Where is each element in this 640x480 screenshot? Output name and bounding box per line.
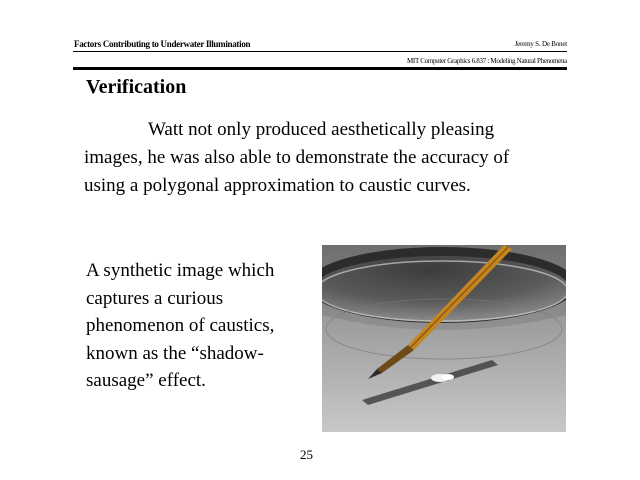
body-paragraph-text: Watt not only produced aesthetically pleasing images, he was also able to demonstrate the accuracy of using a polygonal approximation to caustic curves. xyxy=(84,119,510,196)
header-heavy-rule xyxy=(73,67,567,70)
body-paragraph xyxy=(84,116,554,200)
header-rule xyxy=(73,51,567,52)
figure-caption: A synthetic image which captures a curious phenomenon of caustics, known as the “shadow-sausage” effect. xyxy=(86,260,275,392)
header-course-info: MIT Computer Graphics 6.837 : Modeling Natural Phenomena xyxy=(407,57,567,65)
page-number: 25 xyxy=(300,447,313,462)
slide-title: Verification xyxy=(86,76,187,98)
header-author: Jeremy S. De Bonet xyxy=(514,40,567,48)
rendered-figure xyxy=(322,245,566,432)
pencil-water-render xyxy=(322,245,566,432)
header-course-title: Factors Contributing to Underwater Illumination xyxy=(74,39,251,49)
